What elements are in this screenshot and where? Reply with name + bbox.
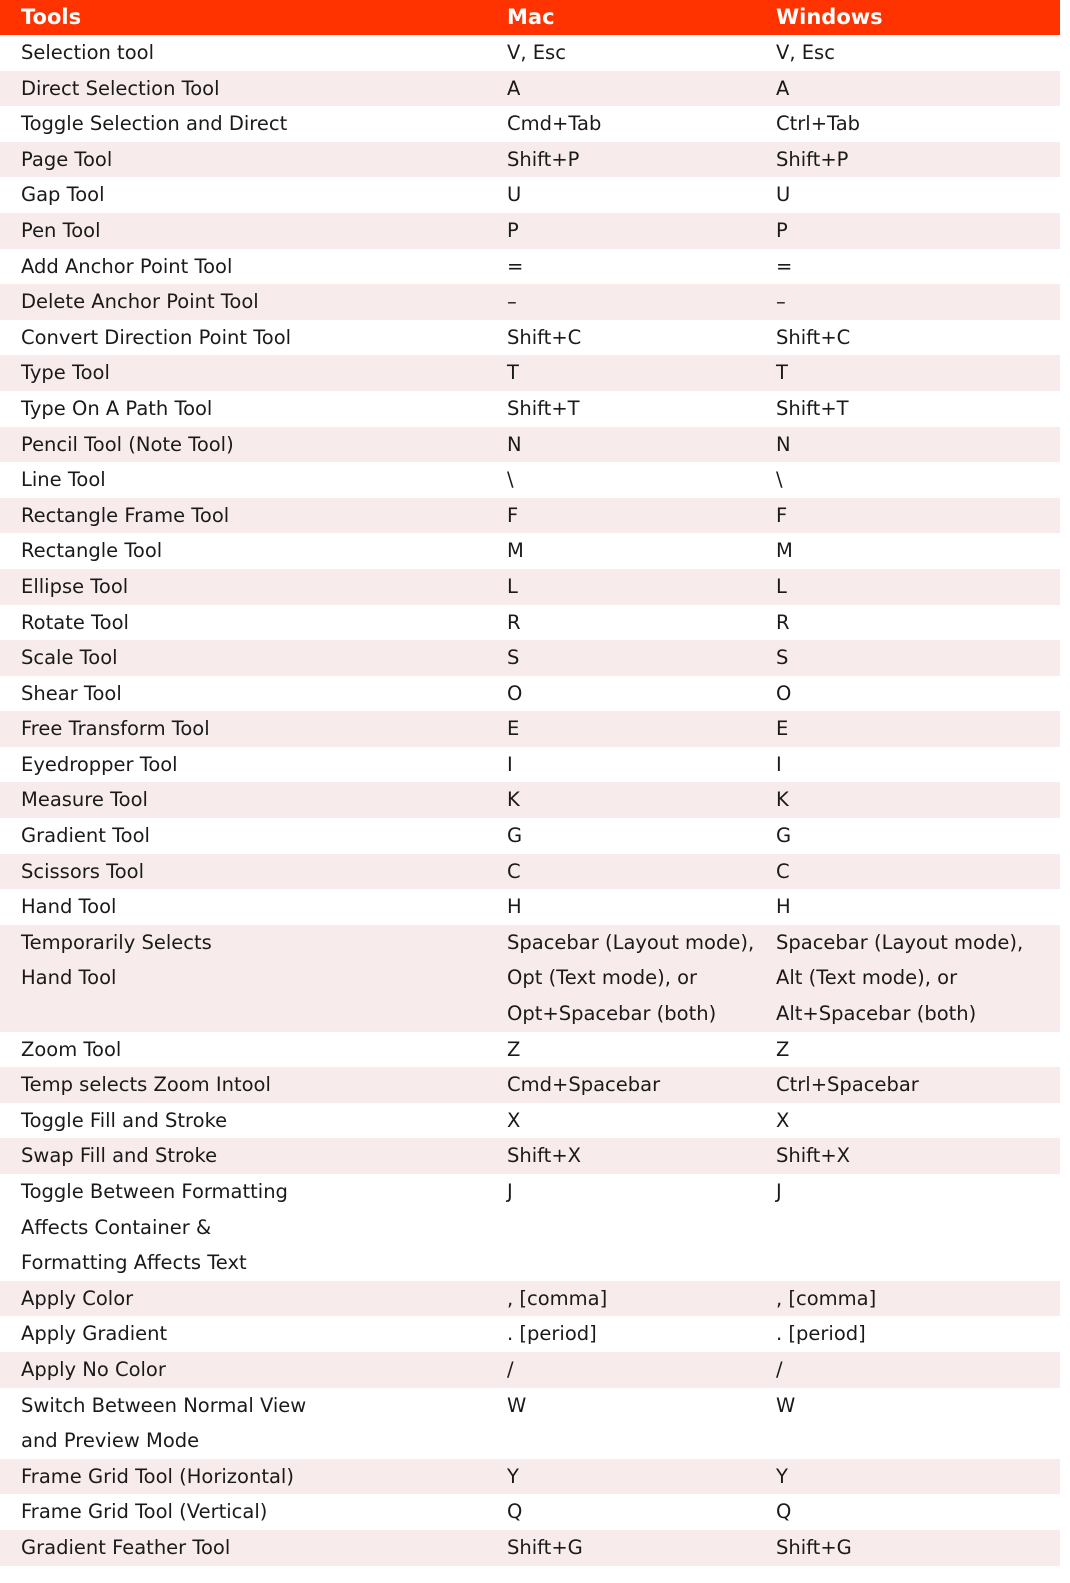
- tool-cell-line: Rectangle Frame Tool: [21, 503, 230, 527]
- table-row: [0, 355, 1060, 391]
- tool-cell: [0, 71, 507, 107]
- mac-cell: [507, 1138, 776, 1174]
- windows-cell-line: R: [776, 610, 790, 634]
- tool-cell: [0, 889, 507, 925]
- tool-cell-line: Shear Tool: [21, 681, 122, 705]
- mac-cell: [507, 249, 776, 285]
- windows-cell: [776, 711, 1060, 747]
- windows-cell: [776, 249, 1060, 285]
- mac-cell-line: H: [507, 895, 522, 919]
- windows-cell: [776, 320, 1060, 356]
- windows-cell: [776, 854, 1060, 890]
- mac-cell-line: N: [507, 432, 522, 456]
- windows-cell-line: N: [776, 432, 791, 456]
- table-row: [0, 142, 1060, 178]
- header-tools: Tools: [21, 5, 82, 29]
- mac-cell: [507, 1530, 776, 1566]
- tool-cell: [0, 1530, 507, 1566]
- windows-cell: [776, 1032, 1060, 1068]
- tool-cell: [0, 462, 507, 498]
- windows-cell: [776, 1494, 1060, 1530]
- windows-cell: [776, 355, 1060, 391]
- tool-cell-line: Rectangle Tool: [21, 539, 163, 563]
- table-body: [0, 35, 1060, 1566]
- tool-cell-line: Add Anchor Point Tool: [21, 254, 233, 278]
- mac-cell: [507, 462, 776, 498]
- mac-cell-line: X: [507, 1108, 521, 1132]
- mac-cell: [507, 35, 776, 71]
- windows-cell: [776, 427, 1060, 463]
- table-row: [0, 498, 1060, 534]
- tool-cell: [0, 782, 507, 818]
- mac-cell: [507, 1316, 776, 1352]
- windows-cell-line: Z: [776, 1037, 790, 1061]
- mac-cell: [507, 1352, 776, 1388]
- tool-cell-line: Gradient Feather Tool: [21, 1535, 231, 1559]
- windows-cell-line: V, Esc: [776, 41, 835, 64]
- windows-cell: [776, 35, 1060, 71]
- tool-cell-line: Type On A Path Tool: [21, 396, 213, 420]
- tool-cell: [0, 320, 507, 356]
- mac-cell-line: Spacebar (Layout mode),: [507, 930, 755, 954]
- mac-cell-line: K: [507, 788, 520, 812]
- mac-cell-line: V, Esc: [507, 41, 566, 64]
- tool-cell: [0, 640, 507, 676]
- tool-cell: [0, 391, 507, 427]
- windows-cell: [776, 1067, 1060, 1103]
- table-row: [0, 106, 1060, 142]
- tool-cell-line: Apply Color: [21, 1286, 134, 1310]
- windows-cell: [776, 676, 1060, 712]
- windows-cell-line: /: [776, 1357, 783, 1381]
- tool-cell: [0, 1032, 507, 1068]
- windows-cell-line: Shift+C: [776, 325, 851, 349]
- mac-cell-line: Shift+C: [507, 325, 582, 349]
- tool-cell-line: Page Tool: [21, 147, 113, 171]
- windows-cell-line: A: [776, 76, 790, 100]
- mac-cell-line: Opt (Text mode), or: [507, 966, 698, 990]
- mac-cell-line: F: [507, 503, 519, 527]
- windows-cell: [776, 498, 1060, 534]
- mac-cell-line: Shift+T: [507, 396, 580, 420]
- table-row: [0, 462, 1060, 498]
- tool-cell: [0, 818, 507, 854]
- table-row: [0, 1281, 1060, 1317]
- mac-cell: [507, 391, 776, 427]
- table-row: [0, 35, 1060, 71]
- table-row: [0, 1032, 1060, 1068]
- table-row: [0, 177, 1060, 213]
- windows-cell-line: \: [776, 468, 783, 492]
- tool-cell: [0, 925, 507, 1032]
- mac-cell: [507, 1174, 776, 1281]
- windows-cell-line: U: [776, 183, 791, 207]
- mac-cell-line: S: [507, 646, 520, 670]
- table-row: [0, 1174, 1060, 1281]
- tool-cell: [0, 1138, 507, 1174]
- windows-cell-line: Q: [776, 1500, 792, 1524]
- windows-cell-line: K: [776, 788, 789, 812]
- mac-cell-line: , [comma]: [507, 1286, 608, 1310]
- windows-cell: [776, 1388, 1060, 1459]
- mac-cell: [507, 854, 776, 890]
- windows-cell: [776, 818, 1060, 854]
- mac-cell: [507, 1388, 776, 1459]
- windows-cell-line: . [period]: [776, 1322, 866, 1346]
- table-row: [0, 320, 1060, 356]
- mac-cell-line: L: [507, 574, 518, 598]
- mac-cell-line: /: [507, 1357, 514, 1381]
- windows-cell-line: S: [776, 646, 789, 670]
- windows-cell: [776, 1103, 1060, 1139]
- windows-cell-line: G: [776, 824, 792, 848]
- table-row: [0, 427, 1060, 463]
- tool-cell-line: Apply Gradient: [21, 1322, 168, 1346]
- tool-cell: [0, 711, 507, 747]
- mac-cell: [507, 177, 776, 213]
- windows-cell-line: –: [776, 290, 786, 314]
- windows-cell: [776, 213, 1060, 249]
- table-row: [0, 1067, 1060, 1103]
- mac-cell-line: Q: [507, 1500, 523, 1524]
- windows-cell: [776, 1459, 1060, 1495]
- tool-cell-line: Formatting Affects Text: [21, 1251, 247, 1275]
- mac-cell: [507, 1281, 776, 1317]
- mac-cell-line: T: [507, 361, 519, 385]
- windows-cell-line: Shift+X: [776, 1144, 851, 1168]
- table-row: [0, 676, 1060, 712]
- windows-cell-line: Y: [776, 1464, 788, 1488]
- windows-cell-line: Ctrl+Tab: [776, 112, 861, 136]
- mac-cell: [507, 676, 776, 712]
- table-row: [0, 284, 1060, 320]
- tool-cell: [0, 747, 507, 783]
- tool-cell: [0, 213, 507, 249]
- tool-cell: [0, 1352, 507, 1388]
- tool-cell-line: Temporarily Selects: [21, 930, 212, 954]
- tool-cell-line: Toggle Selection and Direct: [21, 112, 288, 136]
- mac-cell: [507, 889, 776, 925]
- table-row: [0, 818, 1060, 854]
- tool-cell: [0, 1103, 507, 1139]
- mac-cell: [507, 747, 776, 783]
- tool-cell-line: Eyedropper Tool: [21, 752, 178, 776]
- windows-cell: [776, 640, 1060, 676]
- mac-cell-line: C: [507, 859, 521, 883]
- tool-cell-line: Direct Selection Tool: [21, 76, 220, 100]
- table-row: [0, 1138, 1060, 1174]
- tool-cell-line: Zoom Tool: [21, 1037, 122, 1061]
- tool-cell: [0, 427, 507, 463]
- windows-cell: [776, 782, 1060, 818]
- mac-cell-line: P: [507, 218, 519, 242]
- windows-cell: [776, 106, 1060, 142]
- windows-cell-line: Shift+G: [776, 1535, 852, 1559]
- windows-cell: [776, 533, 1060, 569]
- mac-cell-line: A: [507, 76, 521, 100]
- tool-cell-line: Selection tool: [21, 41, 154, 64]
- mac-cell-line: E: [507, 717, 520, 741]
- tool-cell: [0, 1281, 507, 1317]
- mac-cell-line: –: [507, 290, 517, 314]
- mac-cell: [507, 533, 776, 569]
- windows-cell: [776, 1281, 1060, 1317]
- table-row: [0, 640, 1060, 676]
- tool-cell: [0, 676, 507, 712]
- mac-cell: [507, 142, 776, 178]
- table-row: [0, 1103, 1060, 1139]
- tool-cell: [0, 177, 507, 213]
- mac-cell: [507, 782, 776, 818]
- mac-cell-line: . [period]: [507, 1322, 597, 1346]
- tool-cell-line: Frame Grid Tool (Vertical): [21, 1500, 268, 1524]
- tool-cell-line: Free Transform Tool: [21, 717, 210, 741]
- mac-cell: [507, 605, 776, 641]
- tool-cell-line: Pencil Tool (Note Tool): [21, 432, 234, 456]
- tool-cell: [0, 1459, 507, 1495]
- tool-cell-line: Frame Grid Tool (Horizontal): [21, 1464, 294, 1488]
- mac-cell-line: J: [507, 1180, 513, 1203]
- windows-cell-line: H: [776, 895, 791, 919]
- windows-cell: [776, 1138, 1060, 1174]
- tool-cell-line: Affects Container &: [21, 1215, 212, 1239]
- windows-cell-line: Alt+Spacebar (both): [776, 1002, 977, 1026]
- mac-cell: [507, 106, 776, 142]
- mac-cell: [507, 498, 776, 534]
- mac-cell: [507, 1459, 776, 1495]
- windows-cell-line: Alt (Text mode), or: [776, 966, 958, 990]
- mac-cell-line: U: [507, 183, 522, 207]
- windows-cell: [776, 605, 1060, 641]
- tool-cell-line: Gradient Tool: [21, 824, 150, 848]
- mac-cell: [507, 427, 776, 463]
- mac-cell-line: Z: [507, 1037, 521, 1061]
- mac-cell-line: G: [507, 824, 523, 848]
- tool-cell-line: Apply No Color: [21, 1357, 166, 1381]
- tool-cell-line: Delete Anchor Point Tool: [21, 290, 259, 314]
- table-row: [0, 249, 1060, 285]
- tool-cell: [0, 569, 507, 605]
- windows-cell: [776, 71, 1060, 107]
- table-row: [0, 391, 1060, 427]
- tool-cell-line: Line Tool: [21, 468, 106, 492]
- windows-cell-line: Shift+P: [776, 147, 849, 171]
- tool-cell: [0, 1494, 507, 1530]
- tool-cell-line: Type Tool: [21, 361, 110, 385]
- mac-cell: [507, 1494, 776, 1530]
- table-row: [0, 747, 1060, 783]
- mac-cell-line: Shift+G: [507, 1535, 583, 1559]
- table-row: [0, 925, 1060, 1032]
- tool-cell-line: Gap Tool: [21, 183, 105, 207]
- mac-cell: [507, 640, 776, 676]
- table-row: [0, 1352, 1060, 1388]
- tool-cell: [0, 35, 507, 71]
- mac-cell: [507, 711, 776, 747]
- mac-cell-line: R: [507, 610, 521, 634]
- table-row: [0, 782, 1060, 818]
- mac-cell: [507, 284, 776, 320]
- windows-cell-line: =: [776, 254, 793, 278]
- tool-cell-line: Hand Tool: [21, 895, 117, 919]
- tool-cell: [0, 498, 507, 534]
- mac-cell-line: Cmd+Tab: [507, 112, 602, 136]
- windows-cell: [776, 391, 1060, 427]
- mac-cell-line: Opt+Spacebar (both): [507, 1002, 717, 1026]
- windows-cell-line: I: [776, 752, 782, 776]
- tool-cell: [0, 1174, 507, 1281]
- windows-cell-line: M: [776, 539, 793, 563]
- table-row: [0, 889, 1060, 925]
- tool-cell-line: Ellipse Tool: [21, 574, 129, 598]
- windows-cell: [776, 747, 1060, 783]
- header-mac: Mac: [507, 5, 555, 29]
- windows-cell-line: X: [776, 1108, 790, 1132]
- windows-cell: [776, 1352, 1060, 1388]
- tool-cell-line: Swap Fill and Stroke: [21, 1144, 218, 1168]
- table-row: [0, 1316, 1060, 1352]
- table-row: [0, 854, 1060, 890]
- windows-cell: [776, 1316, 1060, 1352]
- tool-cell-line: Rotate Tool: [21, 610, 129, 634]
- mac-cell: [507, 569, 776, 605]
- tool-cell-line: Hand Tool: [21, 966, 117, 990]
- windows-cell-line: Spacebar (Layout mode),: [776, 930, 1024, 954]
- tool-cell: [0, 533, 507, 569]
- table-row: [0, 1459, 1060, 1495]
- tool-cell-line: Pen Tool: [21, 218, 101, 242]
- windows-cell: [776, 284, 1060, 320]
- windows-cell-line: J: [776, 1180, 782, 1203]
- windows-cell-line: T: [776, 361, 788, 385]
- windows-cell: [776, 1174, 1060, 1281]
- tool-cell-line: Convert Direction Point Tool: [21, 325, 292, 349]
- table-row: [0, 711, 1060, 747]
- tool-cell-line: Toggle Between Formatting: [21, 1180, 288, 1203]
- table-row: [0, 213, 1060, 249]
- windows-cell-line: C: [776, 859, 790, 883]
- table-row: [0, 71, 1060, 107]
- windows-cell-line: Ctrl+Spacebar: [776, 1073, 919, 1097]
- tool-cell: [0, 106, 507, 142]
- tool-cell: [0, 1067, 507, 1103]
- mac-cell: [507, 71, 776, 107]
- windows-cell-line: E: [776, 717, 789, 741]
- windows-cell: [776, 1530, 1060, 1566]
- tool-cell: [0, 142, 507, 178]
- mac-cell-line: O: [507, 681, 523, 705]
- mac-cell: [507, 1032, 776, 1068]
- mac-cell: [507, 1103, 776, 1139]
- windows-cell: [776, 569, 1060, 605]
- tool-cell: [0, 1388, 507, 1459]
- tool-cell-line: Toggle Fill and Stroke: [21, 1108, 228, 1132]
- mac-cell-line: M: [507, 539, 524, 563]
- mac-cell-line: Cmd+Spacebar: [507, 1073, 661, 1097]
- table-header: [0, 0, 1060, 35]
- tool-cell-line: and Preview Mode: [21, 1429, 200, 1453]
- tool-cell-line: Switch Between Normal View: [21, 1393, 307, 1417]
- table-row: [0, 569, 1060, 605]
- table-row: [0, 533, 1060, 569]
- mac-cell: [507, 213, 776, 249]
- tool-cell: [0, 249, 507, 285]
- mac-cell-line: I: [507, 752, 513, 776]
- tool-cell-line: Scale Tool: [21, 646, 118, 670]
- windows-cell-line: L: [776, 574, 787, 598]
- windows-cell: [776, 889, 1060, 925]
- mac-cell-line: W: [507, 1393, 527, 1417]
- mac-cell: [507, 925, 776, 1032]
- windows-cell: [776, 462, 1060, 498]
- header-windows: Windows: [776, 5, 883, 29]
- windows-cell-line: O: [776, 681, 792, 705]
- tool-cell: [0, 605, 507, 641]
- tool-cell: [0, 284, 507, 320]
- mac-cell-line: =: [507, 254, 524, 278]
- tool-cell: [0, 1316, 507, 1352]
- windows-cell-line: P: [776, 218, 788, 242]
- windows-cell: [776, 925, 1060, 1032]
- mac-cell: [507, 1067, 776, 1103]
- table-row: [0, 1388, 1060, 1459]
- mac-cell: [507, 320, 776, 356]
- tool-cell: [0, 854, 507, 890]
- mac-cell-line: Y: [507, 1464, 519, 1488]
- mac-cell: [507, 355, 776, 391]
- mac-cell-line: Shift+P: [507, 147, 580, 171]
- mac-cell-line: \: [507, 468, 514, 492]
- tool-cell-line: Temp selects Zoom Intool: [21, 1073, 271, 1097]
- windows-cell: [776, 177, 1060, 213]
- table-row: [0, 605, 1060, 641]
- mac-cell-line: Shift+X: [507, 1144, 582, 1168]
- table-row: [0, 1530, 1060, 1566]
- tool-cell-line: Measure Tool: [21, 788, 148, 812]
- tool-cell-line: Scissors Tool: [21, 859, 145, 883]
- mac-cell: [507, 818, 776, 854]
- windows-cell-line: Shift+T: [776, 396, 849, 420]
- table-row: [0, 1494, 1060, 1530]
- windows-cell-line: , [comma]: [776, 1286, 877, 1310]
- windows-cell: [776, 142, 1060, 178]
- windows-cell-line: W: [776, 1393, 796, 1417]
- tool-cell: [0, 355, 507, 391]
- windows-cell-line: F: [776, 503, 788, 527]
